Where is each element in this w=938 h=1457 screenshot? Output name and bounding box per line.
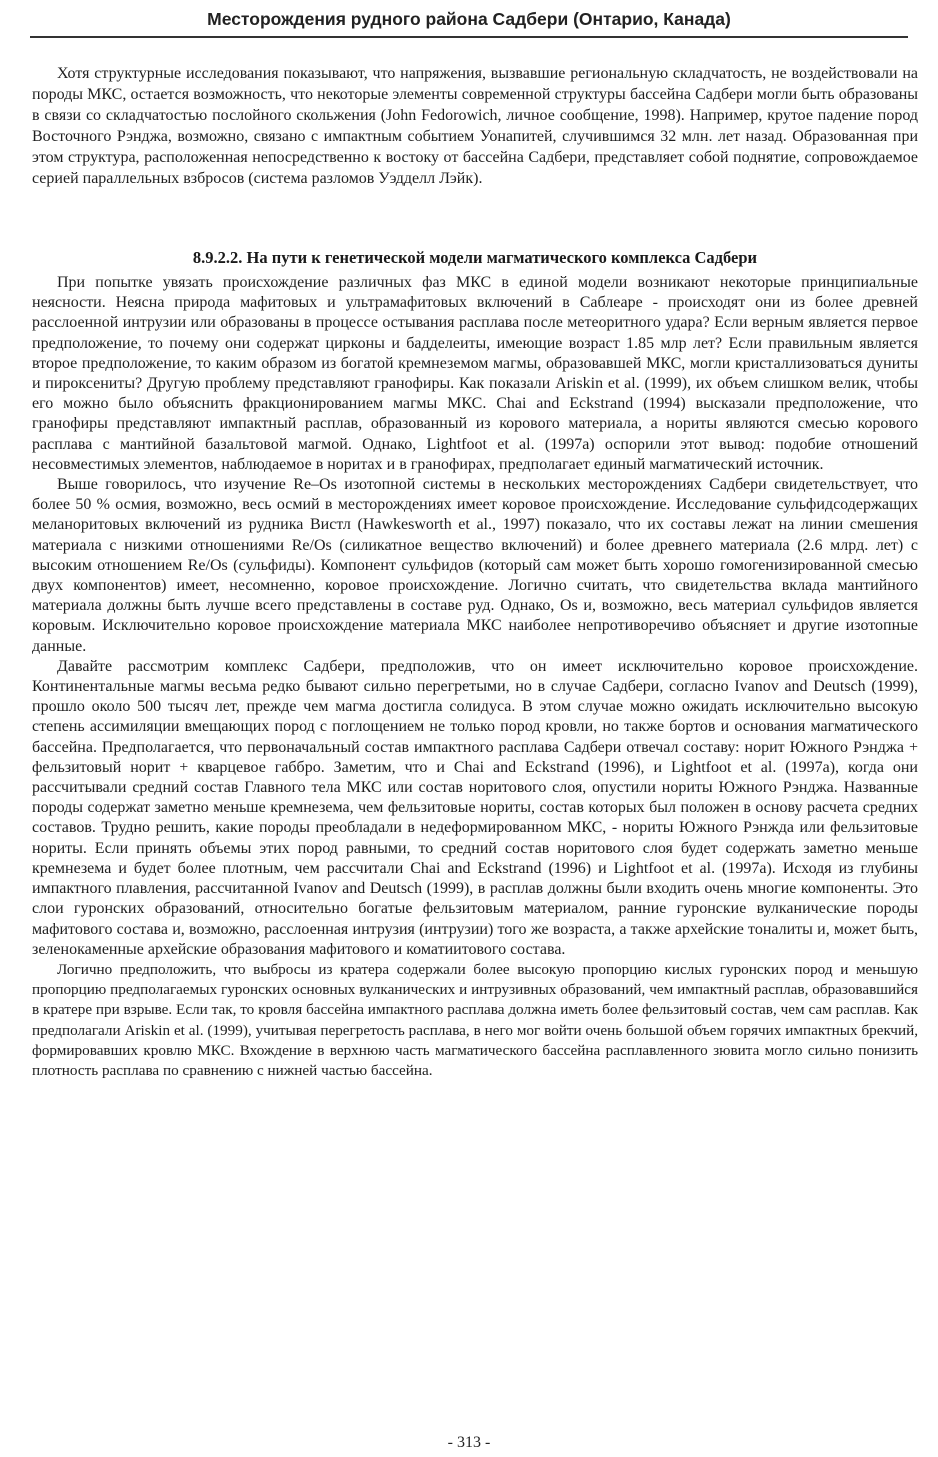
paragraph-problems: При попытке увязать происхождение различных фаз МКС в единой модели возникают некоторые принципиальные неясности. Неясна природа мафитовых и ультрамафитовых включений в Саблеаре - происходят они из более древней расслоенной интрузии или образованы в процессе остывания расплава после метеоритного удара? Если верным является первое предположение, то почему они содержат цирконы и бадделеиты, имеющие возраст 1.85 млр лет? Если правильным является второе предположение, то каким образом из богатой кремнеземом магмы, образовавшей МКС, могли кристаллизоваться дуниты и пироксениты? Другую проблему представляют гранофиры. Как показали Ariskin et al. (1999), их объем слишком велик, чтобы его можно было объяснить фракционированием магмы МКС. Chai and Eckstrand (1994) высказали предположение, что гранофиры представляют импактный расплав, образованный из корового материала, а нориты являются смесью корового расплава с мантийной базальтовой магмой. Однако, Lightfoot et al. (1997a) оспорили этот вывод: подобие отношений несовместимых элементов, наблюдаемое в норитах и в гранофирах, предполагает единый магматический источник.: [32, 274, 918, 473]
paragraph-structure: Хотя структурные исследования показывают, что напряжения, вызвавшие региональную складчатость, не воздействовали на породы МКС, остается возможность, что некоторые элементы современной структуры бассейна Садбери могли быть образованы в связи со складчатостью послойного скольжения (John Fedorowich, личное сообщение, 1998). Например, крутое падение пород Восточного Рэнджа, возможно, связано с импактным событием Уонапитей, случившимся 32 млн. лет назад. Образованная при этом структура, расположенная непосредственно к востоку от бассейна Садбери, представляет собой поднятие, сопровождаемое серией параллельных взбросов (система разломов Уэдделл Лэйк).: [32, 65, 918, 187]
paragraph-crater-ejecta: Логично предположить, что выбросы из кратера содержали более высокую пропорцию кислых гуронских пород и меньшую пропорцию предполагаемых гуронских основных вулканических и интрузивных образований, чем импактный расплав, образовавшийся в кратере при взрыве. Если так, то кровля бассейна импактного расплава должна иметь более фельзитовый состав, чем сам расплав. Как предполагали Ariskin et al. (1999), учитывая перегретость расплава, в него мог войти очень большой объем горячих импактных брекчий, формировавших кровлю МКС. Вхождение в верхнюю часть магматического бассейна расплавленного зювита могло сильно понизить плотность расплава по сравнению с нижней частью бассейна.: [32, 960, 918, 1079]
running-header: Месторождения рудного района Садбери (Онтарио, Канада): [207, 9, 731, 29]
header-rule: [30, 36, 908, 38]
page-number: - 313 -: [447, 1434, 491, 1451]
paragraph-isotopes: Выше говорилось, что изучение Re–Os изотопной системы в нескольких месторождениях Садбери свидетельствует, что более 50 % осмия, возможно, весь осмий в месторождениях имеет коровое происхождение. Исследование сульфидсодержащих меланоритовых включений из рудника Вистл (Hawkesworth et al., 1997) показало, что их составы лежат на линии смешения материала с низкими отношениями Re/Os (силикатное вещество включений) и более древнего материала (2.6 млрд. лет) с высоким отношением Re/Os (сульфиды). Компонент сульфидов (который сам может быть хорошо гомогенизированной смесью двух компонентов) имеет, несомненно, коровое происхождение. Логично считать, что свидетельства вклада мантийного материала должны быть лучше всего представлены в составе руд. Однако, Os и, возможно, весь материал сульфидов является коровым. Исключительно коровое происхождение материала МКС наиболее непротиворечиво объясняет и другие изотопные данные.: [32, 476, 918, 655]
paragraph-crustal-origin: Давайте рассмотрим комплекс Садбери, предположив, что он имеет исключительно коровое происхождение. Континентальные магмы весьма редко бывают сильно перегретыми, но в случае Садбери, согласно Ivanov and Deutsch (1999), прошло около 500 тысяч лет, прежде чем магма достигла солидуса. В этом случае можно ожидать исключительно высокую степень ассимиляции вмещающих пород с поглощением не только пород кровли, но также бортов и основания магматического бассейна. Предполагается, что первоначальный состав импактного расплава Садбери отвечал составу: норит Южного Рэнджа + фельзитовый норит + кварцевое габбро. Заметим, что и Chai and Eckstrand (1996), и Lightfoot et al. (1997a), когда они рассчитывали средний состав Главного тела МКС или состав норитового слоя, опустили нориты Южного Рэнджа. Названные породы содержат заметно меньше кремнезема, чем фельзитовые нориты, состав которых был положен в основу расчета средних составов. Трудно решить, какие породы преобладали в недеформированном МКС, - нориты Южного Рэнжда или фельзитовые нориты. Если принять объемы этих пород равными, то средний состав норитового слоя будет содержать заметно меньше кремнезема и будет более плотным, чем рассчитали Chai and Eckstrand (1996) и Lightfoot et al. (1997a). Исходя из глубины импактного плавления, рассчитанной Ivanov and Deutsch (1999), в расплав должны были входить очень многие компоненты. Это слои гуронских образований, относительно богатые фельзитовым материалом, ранние гуронские вулканические породы мафитового состава и, возможно, расслоенная интрузия (интрузии) того же возраста, а также архейские тоналиты и, может быть, зеленокаменные архейские образования мафитового и коматиитового состава.: [32, 657, 918, 958]
section-heading: 8.9.2.2. На пути к генетической модели магматического комплекса Садбери: [192, 248, 758, 267]
section-body: [32, 273, 918, 1081]
